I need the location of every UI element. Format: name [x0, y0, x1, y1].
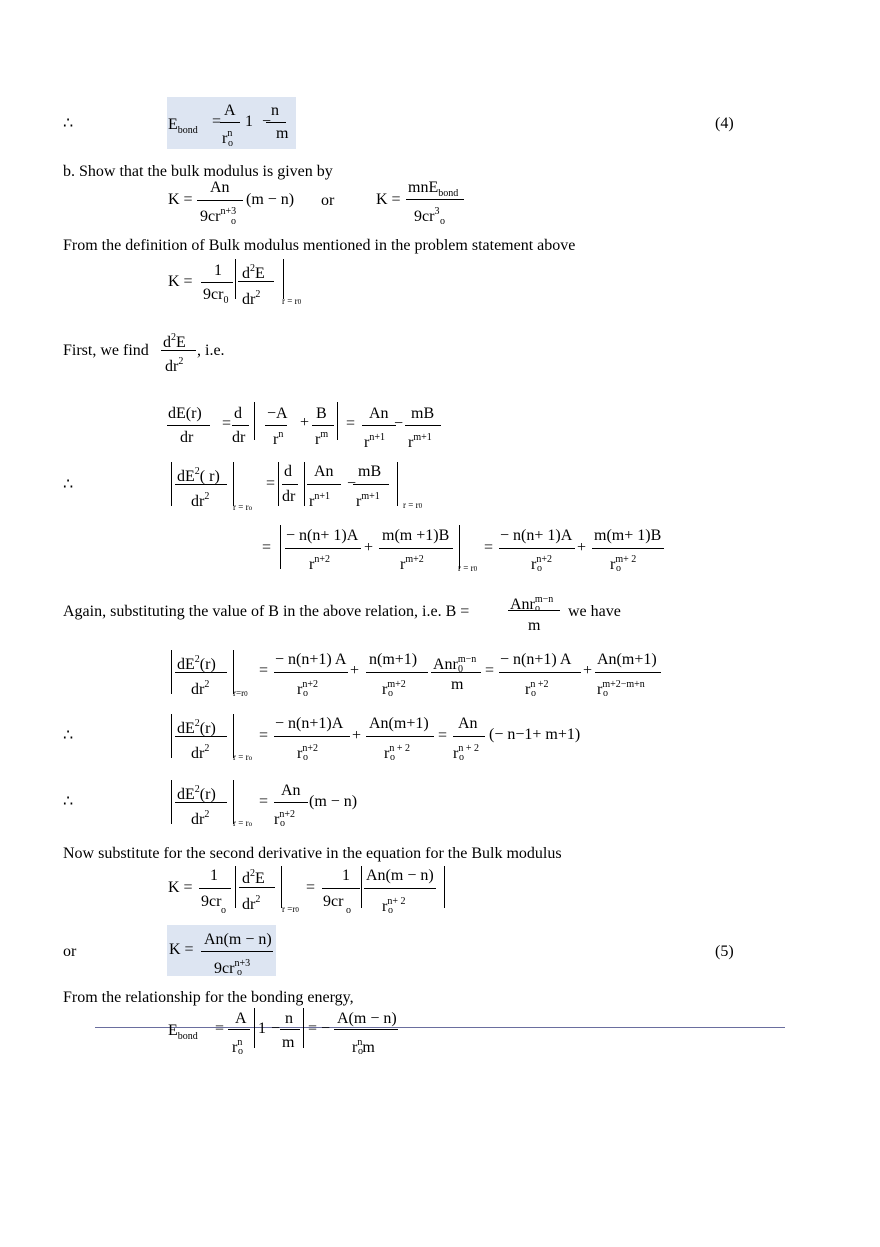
bs-bracket2-right [440, 866, 445, 908]
therefore-symbol: ∴ [63, 476, 74, 493]
d3-t3-den: $r^{n+2}$ [531, 554, 552, 573]
bs-bar4 [364, 888, 436, 889]
s1-t5-bar [595, 672, 661, 673]
bulk-or: or [321, 192, 335, 209]
s2-t2-den: $r^{n + 2}$ [384, 743, 410, 762]
s2-t1-num: − n(n+1)A [275, 715, 344, 732]
last-bar3 [334, 1029, 398, 1030]
bs-den2-sub: o [346, 905, 351, 916]
s1-t4-bar [499, 672, 581, 673]
d2-eq: = [266, 475, 276, 492]
d3-t2-bar [379, 548, 453, 549]
eq5-den-sub: o [237, 967, 242, 978]
first-text: First, we find [63, 342, 149, 359]
d1-lhs-bar [167, 425, 210, 426]
s1-t3-num-sub: 0 [458, 664, 463, 675]
first-fraction-bar [161, 350, 196, 351]
d3-t2-den: $r^{m+2}$ [400, 554, 424, 573]
d3-eq2: = [484, 539, 494, 556]
eq4-lhs: $E_{bond}$ [168, 116, 198, 136]
bulk-mnE: mnE$_{bond}$ [408, 179, 459, 199]
bs-one2: 1 [342, 867, 350, 884]
d2-d: d [284, 463, 292, 480]
s1-plus: + [350, 662, 360, 679]
s1-t3-den: m [451, 676, 464, 693]
d3-t4-den: $r^{m+ 2}$ [610, 554, 637, 573]
last-bar1 [228, 1029, 250, 1030]
d1-An: An [369, 405, 389, 422]
s2-plus: + [352, 727, 362, 744]
last-den2-sub: o [358, 1046, 363, 1057]
def-fraction-bar-2 [238, 281, 274, 282]
d1-r-n1: $r^{n+1}$ [364, 432, 385, 451]
def-bracket-left [235, 259, 240, 299]
d2-mB: mB [358, 463, 382, 480]
d3-t3-num: − n(n+ 1)A [500, 527, 573, 544]
s2-t2-den-sub: o [390, 752, 395, 763]
therefore-symbol: ∴ [63, 793, 74, 810]
bs-den3: $r^{n+ 2}$ [382, 896, 406, 915]
d3-plus2: + [577, 539, 587, 556]
s1-plus2: + [583, 662, 593, 679]
d1-mB-bar [405, 425, 441, 426]
eq4-numerator-A: A [224, 102, 236, 119]
s1-t2-num: n(m+1) [369, 651, 418, 668]
d1-r-n: $r^n$ [273, 429, 284, 448]
last-r-sub: o [238, 1046, 243, 1057]
def-dr2: $dr^2$ [242, 289, 261, 308]
d3-t4-bar [592, 548, 664, 549]
bulk-fraction-bar-1 [197, 200, 243, 201]
eq4-fraction-bar-1 [220, 122, 240, 123]
bulk-K: K = [168, 191, 193, 208]
last-A: A [235, 1010, 247, 1027]
bulk-fraction-bar-2 [406, 199, 464, 200]
eq4-equals: = [212, 113, 222, 130]
s3-den-sub: o [280, 818, 285, 829]
bulk-den2: $9cr^3$ [414, 206, 440, 225]
d2-mB-bar [353, 484, 389, 485]
s3-den: $r^{n+2}$ [274, 809, 295, 828]
d1-dr: dr [232, 429, 246, 446]
s1-eq2: = [485, 662, 495, 679]
bulk-den2-sub: o [440, 216, 445, 227]
s2-t3-bar [453, 736, 485, 737]
bval-num-sub: o [535, 603, 540, 614]
bs-dr: $dr^2$ [242, 894, 261, 913]
eq5-or: or [63, 943, 77, 960]
from-relationship-text: From the relationship for the bonding energy, [63, 989, 354, 1006]
bs-bar1 [199, 888, 231, 889]
s2-paren: (− n−1+ m+1) [489, 726, 581, 743]
now-substitute-text: Now substitute for the second derivative in the equation for the Bulk modulus [63, 845, 562, 862]
s2-cond: r = ro [233, 752, 253, 762]
s2-eq1: = [259, 727, 269, 744]
s3-cond: r = ro [233, 818, 253, 828]
eq4-n: n [271, 102, 279, 119]
bs-K: K = [168, 879, 193, 896]
last-num2: A(m − n) [337, 1010, 397, 1027]
eq5-den: $9cr^{n+3}$ [214, 958, 251, 977]
d3-t1-den: $r^{n+2}$ [309, 554, 330, 573]
bulk-den1: $9cr^{n+3}$ [200, 206, 237, 225]
d2-lhs-bar [175, 484, 227, 485]
d1-mB: mB [411, 405, 435, 422]
again-text: Again, substituting the value of B in the above relation, i.e. B = [63, 603, 470, 620]
eq5-K: K = [169, 941, 194, 958]
d2-bracket2-right [393, 462, 398, 506]
d1-eq1: = [222, 415, 232, 432]
d2-r-m1: $r^{m+1}$ [356, 491, 380, 510]
bs-bar2 [239, 887, 275, 888]
we-have-text: we have [568, 603, 621, 620]
eq4-fraction-bar-2 [266, 122, 286, 123]
last-eq: = [215, 1020, 225, 1037]
def-d2E: $d^2E$ [242, 263, 265, 282]
d2-r-n1: $r^{n+1}$ [309, 491, 330, 510]
last-den2: $r^nm$ [352, 1037, 375, 1056]
s1-t5-num: An(m+1) [597, 651, 657, 668]
d2-An: An [314, 463, 334, 480]
d2-minus: − [347, 475, 357, 492]
last-E: $E_{bond}$ [168, 1022, 198, 1042]
s3-eq: = [259, 793, 269, 810]
s3-lhs-bar [175, 802, 227, 803]
bval-den: m [528, 617, 541, 634]
d3-t3-den-sub: o [537, 563, 542, 574]
eq5-num: An(m − n) [204, 931, 272, 948]
d2-cond2: r = r0 [403, 500, 423, 510]
d3-t2-num: m(m +1)B [382, 527, 450, 544]
s3-lhs-den: $dr^2$ [191, 809, 210, 828]
part-b-text: b. Show that the bulk modulus is given by [63, 163, 333, 180]
d2-lhs-den: $dr^2$ [191, 491, 210, 510]
s1-t1-den-sub: o [303, 688, 308, 699]
first-num: $d^2E$ [163, 332, 186, 351]
s1-t1-bar [274, 672, 348, 673]
bs-den: 9cr [201, 893, 222, 910]
s3-num: An [281, 782, 301, 799]
last-minus: − [271, 1020, 281, 1037]
s1-t1-num: − n(n+1) A [275, 651, 347, 668]
last-one: 1 [258, 1020, 266, 1037]
d3-t4-num: m(m+ 1)B [594, 527, 662, 544]
d3-t1-num: − n(n+ 1)A [286, 527, 359, 544]
bs-bar3 [322, 888, 360, 889]
d1-r-m1: $r^{m+1}$ [408, 432, 432, 451]
s2-t1-den-sub: o [303, 752, 308, 763]
d2-d-bar [282, 484, 298, 485]
s1-t1-den: $r^{n+2}$ [297, 679, 318, 698]
bs-cond: r =r0 [282, 904, 299, 914]
s2-eq2: = [438, 727, 448, 744]
d1-lhs-num: dE(r) [168, 405, 202, 422]
s1-t4-den: $r^{n +2}$ [525, 679, 549, 698]
last-eq2: = − [308, 1020, 331, 1037]
d1-d: d [234, 405, 242, 422]
d1-eq2: = [346, 415, 356, 432]
d3-t3-bar [499, 548, 575, 549]
therefore-symbol: ∴ [63, 727, 74, 744]
d1-An-bar [362, 425, 396, 426]
d3-t1-bar [285, 548, 361, 549]
bs-eq: = [306, 879, 316, 896]
eq4-m: m [276, 125, 289, 142]
s2-t3-den: $r^{n + 2}$ [453, 743, 479, 762]
s2-lhs-num: $dE^2(r)$ [177, 718, 216, 737]
d3-eq1: = [262, 539, 272, 556]
d1-paren-left [254, 402, 259, 440]
s2-lhs-bar [175, 736, 227, 737]
eq4-r-sub: o [228, 138, 233, 149]
d1-B: B [316, 405, 327, 422]
eq4-denominator: $r^n$ [222, 128, 233, 147]
s1-lhs-bar [175, 672, 227, 673]
s2-t2-bar [366, 736, 434, 737]
s1-t2-den-sub: o [388, 688, 393, 699]
s2-t2-num: An(m+1) [369, 715, 429, 732]
last-m: m [282, 1034, 295, 1051]
bulk-An: An [210, 179, 230, 196]
first-den: $dr^2$ [165, 356, 184, 375]
bval-bar [508, 610, 560, 611]
s1-eq1: = [259, 662, 269, 679]
d3-t4-den-sub: o [616, 563, 621, 574]
bs-d2E: $d^2E$ [242, 868, 265, 887]
first-ie: , i.e. [197, 342, 225, 359]
bs-num3: An(m − n) [366, 867, 434, 884]
horizontal-rule [95, 1027, 785, 1028]
bs-den3-sub: o [388, 905, 393, 916]
s3-paren: (m − n) [309, 793, 358, 810]
s2-t1-den: $r^{n+2}$ [297, 743, 318, 762]
d1-minus2: − [394, 415, 404, 432]
d1-d-bar [232, 425, 249, 426]
s1-t2-bar [366, 672, 428, 673]
last-n: n [285, 1010, 293, 1027]
def-den: $9cr_0$ [203, 286, 229, 306]
bs-den2: 9cr [323, 893, 344, 910]
last-r: $r^n$ [232, 1037, 243, 1056]
s1-t3-num: Anr$^{m-n}$ [433, 654, 477, 673]
s1-cond: r=r0 [233, 688, 248, 698]
def-K: K = [168, 273, 193, 290]
def-condition: r = r0 [282, 296, 302, 306]
d3-cond: r = r0 [458, 563, 478, 573]
eq4-minus: − [262, 113, 272, 130]
last-bar2 [280, 1029, 300, 1030]
def-one: 1 [214, 262, 222, 279]
eq4-label: (4) [715, 115, 734, 132]
s1-lhs-num: $dE^2(r)$ [177, 654, 216, 673]
d1-r-m: $r^m$ [315, 429, 329, 448]
d1-paren-right [333, 402, 338, 440]
eq5-label: (5) [715, 943, 734, 960]
bval-num: Anr$^{m-n}$ [510, 594, 554, 613]
d1-minusA: −A [267, 405, 288, 422]
definition-text: From the definition of Bulk modulus mentioned in the problem statement above [63, 237, 576, 254]
def-fraction-bar-1 [201, 282, 233, 283]
bulk-K2: K = [376, 191, 401, 208]
bulk-mn-paren: (m − n) [246, 191, 295, 208]
def-bracket-right [279, 259, 284, 299]
bs-den-sub: o [221, 905, 226, 916]
d2-lhs-num: $dE^2$( r) [177, 466, 220, 485]
s2-t3-num: An [458, 715, 478, 732]
s1-t3-bar [431, 672, 481, 673]
therefore-symbol: ∴ [63, 115, 74, 132]
s3-lhs-num: $dE^2(r)$ [177, 784, 216, 803]
s2-t3-den-sub: o [459, 752, 464, 763]
d3-bracket-left [280, 525, 285, 569]
eq5-bar [201, 951, 273, 952]
s1-t2-den: $r^{m+2}$ [382, 679, 406, 698]
s2-t1-bar [274, 736, 350, 737]
s1-t5-den-sub: o [603, 688, 608, 699]
d1-plus: + [300, 414, 310, 431]
eq4-one: 1 [245, 113, 253, 130]
s2-lhs-den: $dr^2$ [191, 743, 210, 762]
bs-bracket-right [277, 866, 282, 908]
d2-cond: r = ro [233, 502, 253, 512]
s1-lhs-den: $dr^2$ [191, 679, 210, 698]
d2-dr: dr [282, 488, 296, 505]
bulk-den1-sub: o [231, 216, 236, 227]
d3-plus: + [364, 539, 374, 556]
last-bracket-right [299, 1008, 304, 1048]
d2-An-bar [307, 484, 341, 485]
d2-bracket-right [229, 462, 234, 506]
s1-t5-den: $r^{m+2-m+n}$ [597, 679, 645, 698]
s3-bar [274, 802, 308, 803]
s1-t4-num: − n(n+1) A [500, 651, 572, 668]
s1-t4-den-sub: o [531, 688, 536, 699]
d1-lhs-den: dr [180, 429, 194, 446]
bs-one: 1 [210, 867, 218, 884]
